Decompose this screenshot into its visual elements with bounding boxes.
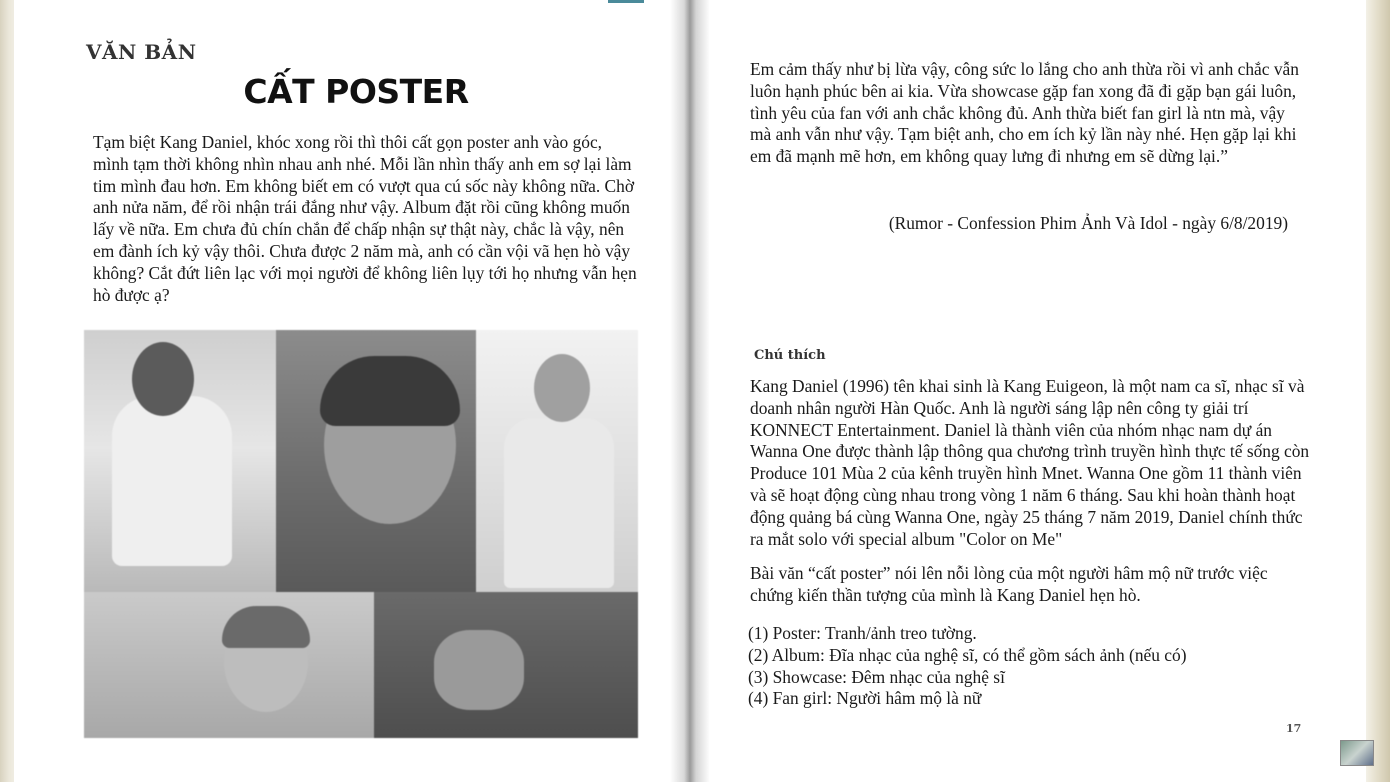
source-citation: (Rumor - Confession Phim Ảnh Và Idol - ngày 6/8/2019) — [888, 213, 1288, 233]
glossary-list — [748, 623, 1308, 710]
glossary-item: (1) Poster: Tranh/ảnh treo tường. — [748, 623, 977, 643]
page-title: CẤT POSTER — [243, 72, 469, 111]
right-body-text: Em cảm thấy như bị lừa vậy, công sức lo lắng cho anh thừa rồi vì anh chắc vẫn luôn hạnh phúc bên ai kia. Vừa showcase gặp fan xong đã đi gặp bạn gái luôn, tình yêu của fan với anh chắc không đủ. Anh thừa biết fan girl là ntn mà, vậy mà anh vẫn như vậy. Tạm biệt anh, cho em ích kỷ lần này nhé. Hẹn gặp lại khi em đã mạnh mẽ hơn, em không quay lưng đi nhưng em sẽ dừng lại.” — [750, 59, 1299, 167]
note-body-text: Kang Daniel (1996) tên khai sinh là Kang Euigeon, là một nam ca sĩ, nhạc sĩ và doanh nhân người Hàn Quốc. Anh là người sáng lập nên công ty giải trí KONNECT Entertainment. Daniel là thành viên của nhóm nhạc nam dự án Wanna One được thành lập thông qua chương trình truyền hình thực tế sống còn Produce 101 Mùa 2 của kênh truyền hình Mnet. Wanna One gồm 11 thành viên và sẽ hoạt động cùng nhau trong vòng 1 năm 6 tháng. Sau khi hoàn thành hoạt động quảng bá cùng Wanna One, ngày 25 tháng 7 năm 2019, Daniel chính thức ra mắt solo với special album "Color on Me" — [750, 376, 1310, 549]
page-number: 17 — [1286, 722, 1302, 735]
poster-collage-photo — [84, 330, 638, 738]
thumbnail-image[interactable] — [1340, 740, 1374, 766]
book-gutter — [670, 0, 710, 782]
note-label: Chú thích — [754, 348, 826, 363]
glossary-item: (4) Fan girl: Người hâm mộ là nữ — [748, 688, 982, 709]
figure-body — [504, 418, 614, 588]
flower-bouquet — [434, 630, 524, 710]
figure-hair — [320, 356, 460, 426]
section-label: VĂN BẢN — [86, 40, 197, 64]
glossary-item: (3) Showcase: Đêm nhạc của nghệ sĩ — [748, 666, 1005, 687]
summary-text: Bài văn “cất poster” nói lên nỗi lòng của một người hâm mộ nữ trước việc chứng kiến thần tượng của mình là Kang Daniel hẹn hò. — [750, 563, 1268, 605]
bookmark-tab — [608, 0, 644, 3]
figure-body — [112, 396, 232, 566]
figure-head — [534, 354, 590, 422]
figure-hair — [222, 606, 310, 648]
glossary-item: (2) Album: Đĩa nhạc của nghệ sĩ, có thể gồm sách ảnh (nếu có) — [748, 644, 1187, 665]
figure-head — [132, 342, 194, 416]
left-body-text: Tạm biệt Kang Daniel, khóc xong rồi thì thôi cất gọn poster anh vào góc, mình tạm thời không nhìn nhau anh nhé. Mỗi lần nhìn thấy anh em sợ lại làm tim mình đau hơn. Em không biết em có vượt qua cú sốc này không nữa. Chờ anh nửa năm, để rồi nhận trái đắng như vậy. Album đặt rồi cũng không muốn lấy về nữa. Em chưa đủ chín chắn để chấp nhận sự thật này, chắc là vậy, nên em đành ích kỷ vậy thôi. Chưa được 2 năm mà, anh có cần vội vã hẹn hò vậy không? Cắt đứt liên lạc với mọi người để không liên lụy tới họ nhưng vẫn hẹn hò được ạ? — [93, 132, 637, 305]
book-edge-right — [1364, 0, 1390, 782]
